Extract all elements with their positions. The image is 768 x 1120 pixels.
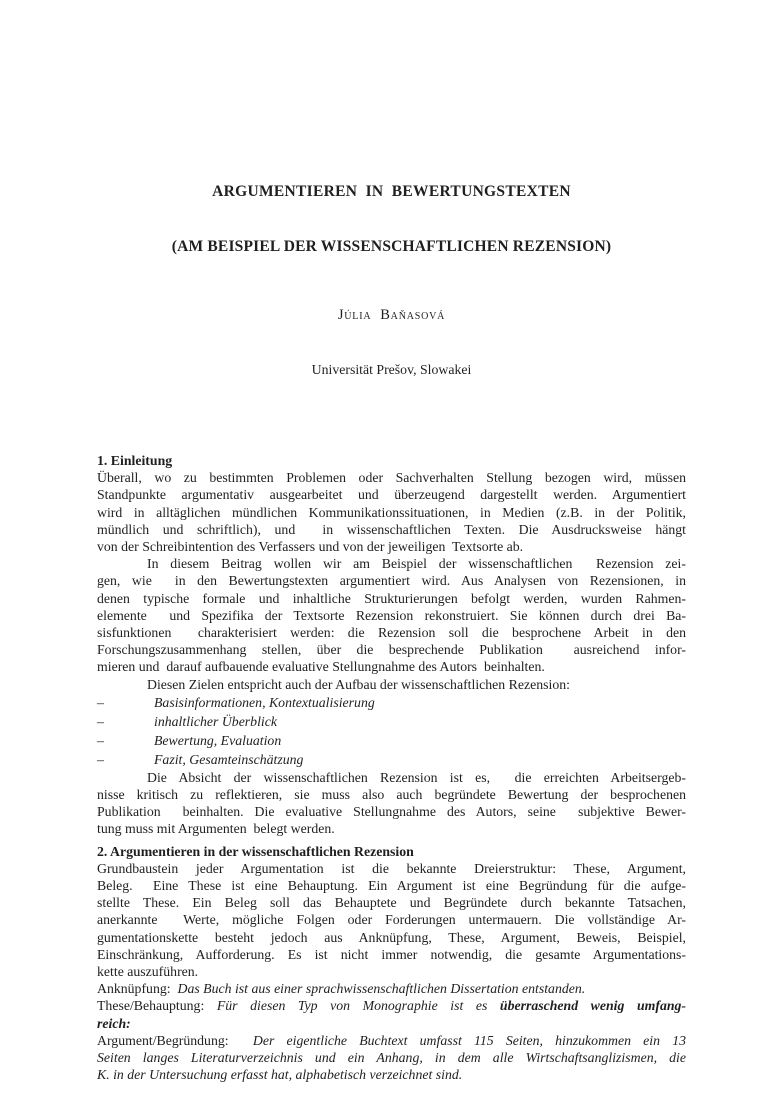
list-item: [97, 693, 686, 712]
list-item-text: Bewertung, Evaluation: [154, 732, 282, 748]
text-segment: denen typische formale und inhaltliche Strukturierungen befolgt werden, wurden Rahmen-: [97, 590, 686, 606]
text-line: [97, 1066, 686, 1083]
text-segment: Einschränkung, Aufforderung. Es ist nicht immer notwendig, die gesamte Argumentations-: [97, 946, 686, 962]
text-segment: nisse kritisch zu reflektieren, sie muss also auch begründete Bewertung der besprochenen: [97, 787, 686, 803]
text-column: [97, 0, 686, 1120]
text-segment: kette auszuführen.: [97, 964, 199, 980]
section-heading: 2. Argumentieren in der wissenschaftlichen Rezension: [97, 843, 414, 859]
text-segment: Überall, wo zu bestimmten Problemen oder Sachverhalten Stellung bezogen wird, müssen: [97, 470, 686, 486]
text-line: [97, 521, 686, 538]
text-line: [97, 555, 686, 572]
text-segment: In diesem Beitrag wollen wir am Beispiel der wissenschaftlichen Rezension zei-: [147, 556, 686, 572]
text-segment: Seiten langes Literaturverzeichnis und ein Anhang, in dem alle Wirtschaftsanglizismen, die: [97, 1050, 686, 1066]
text-line: [97, 980, 686, 997]
text-segment: überraschend wenig umfang-: [499, 998, 687, 1014]
text-segment: wird in alltäglichen mündlichen Kommunikationssituationen, in Medien (z.B. in der Politik,: [97, 504, 686, 520]
text-segment: anerkannte Werte, mögliche Folgen oder Forderungen untermauern. Die vollständige Ar-: [97, 912, 686, 928]
text-segment: These/Behauptung:: [97, 998, 217, 1014]
text-line: [97, 820, 686, 837]
list-item: [97, 750, 686, 769]
text-segment: mieren und darauf aufbauende evaluative Stellungnahme des Autors beinhalten.: [97, 659, 545, 675]
list-item-text: Basisinformationen, Kontextualisierung: [154, 694, 375, 710]
text-line: [97, 877, 686, 894]
text-line: [97, 624, 686, 641]
list-dash-icon: –: [97, 713, 104, 729]
text-segment: Argument/Begründung:: [97, 1032, 253, 1048]
text-line: [97, 929, 686, 946]
paper-title-line2: (AM BEISPIEL DER WISSENSCHAFTLICHEN REZENSION): [171, 238, 612, 255]
text-segment: Publikation beinhalten. Die evaluative Stellungnahme des Autors, seine subjektive Bewer-: [97, 804, 686, 820]
text-line: [97, 1032, 686, 1049]
text-segment: Grundbaustein jeder Argumentation ist die bekannte Dreierstruktur: These, Argument,: [97, 860, 686, 876]
text-line: [97, 963, 686, 980]
text-line: [97, 641, 686, 658]
text-line: [97, 504, 686, 521]
text-line: [97, 469, 686, 486]
text-segment: Der eigentliche Buchtext umfasst 115 Seiten, hinzukommen ein 13: [252, 1032, 686, 1048]
text-line: [97, 607, 686, 624]
text-segment: Das Buch ist aus einer sprachwissenschaftlichen Dissertation entstanden.: [177, 981, 586, 997]
text-segment: Die Absicht der wissenschaftlichen Rezension ist es, die erreichten Arbeitsergeb-: [147, 769, 686, 785]
text-segment: Standpunkte argumentativ ausgearbeitet und überzeugend dargestellt werden. Argumentiert: [97, 487, 686, 503]
author-name: Júlia Baňasová: [337, 307, 446, 323]
text-line: [97, 786, 686, 803]
list-item-text: inhaltlicher Überblick: [154, 713, 277, 729]
text-line: [97, 946, 686, 963]
text-line: [97, 1015, 686, 1032]
text-segment: Für diesen Typ von Monographie ist es: [216, 998, 500, 1014]
text-segment: gumentationskette besteht jedoch aus Anknüpfung, These, Argument, Beweis, Beispiel,: [97, 929, 686, 945]
text-segment: sisfunktionen charakterisiert werden: die Rezension soll die besprochene Arbeit in den: [97, 625, 686, 641]
document-body: [97, 452, 686, 1084]
author-affiliation: Universität Prešov, Slowakei: [311, 362, 472, 377]
text-line: [97, 894, 686, 911]
text-segment: gen, wie in den Bewertungstexten argumentiert wird. Aus Analysen von Rezensionen, in: [97, 573, 686, 589]
text-line: [97, 658, 686, 675]
text-line: [97, 860, 686, 877]
text-segment: mündlich und schriftlich), und in wissenschaftlichen Texten. Die Ausdrucksweise hängt: [97, 521, 686, 537]
section-heading: 1. Einleitung: [97, 453, 173, 468]
text-line: [97, 911, 686, 928]
text-line: [97, 769, 686, 786]
text-line: [97, 803, 686, 820]
text-segment: Beleg. Eine These ist eine Behauptung. Ein Argument ist eine Begründung für die aufge-: [97, 878, 686, 894]
text-segment: Forschungszusammenhang stellen, über die besprechende Publikation ausreichend infor-: [97, 642, 686, 658]
text-line: [97, 997, 686, 1014]
text-line: [97, 590, 686, 607]
list-item: [97, 731, 686, 750]
list-dash-icon: –: [97, 694, 104, 710]
paper-title-line1: ARGUMENTIEREN IN BEWERTUNGSTEXTEN: [212, 183, 571, 200]
text-segment: tung muss mit Argumenten belegt werden.: [97, 821, 335, 837]
text-line: [97, 538, 686, 555]
text-segment: Diesen Zielen entspricht auch der Aufbau der wissenschaftlichen Rezension:: [147, 676, 570, 692]
list-item: [97, 712, 686, 731]
text-segment: Anknüpfung:: [97, 981, 178, 997]
text-segment: reich:: [97, 1015, 131, 1031]
text-line: [97, 486, 686, 503]
text-line: [97, 676, 686, 693]
text-segment: von der Schreibintention des Verfassers und von der jeweiligen Textsorte ab.: [97, 539, 524, 555]
text-line: [97, 1049, 686, 1066]
text-segment: elemente und Spezifika der Textsorte Rezension rekonstruiert. Sie können durch drei Ba-: [97, 607, 686, 623]
text-segment: K. in der Untersuchung erfasst hat, alphabetisch verzeichnet sind.: [97, 1067, 463, 1083]
list-item-text: Fazit, Gesamteinschätzung: [154, 751, 304, 767]
text-line: [97, 572, 686, 589]
text-segment: stellte These. Ein Beleg soll das Behauptete und Begründete durch bekannte Tatsachen,: [97, 895, 686, 911]
list-dash-icon: –: [97, 751, 104, 767]
list-dash-icon: –: [97, 732, 104, 748]
